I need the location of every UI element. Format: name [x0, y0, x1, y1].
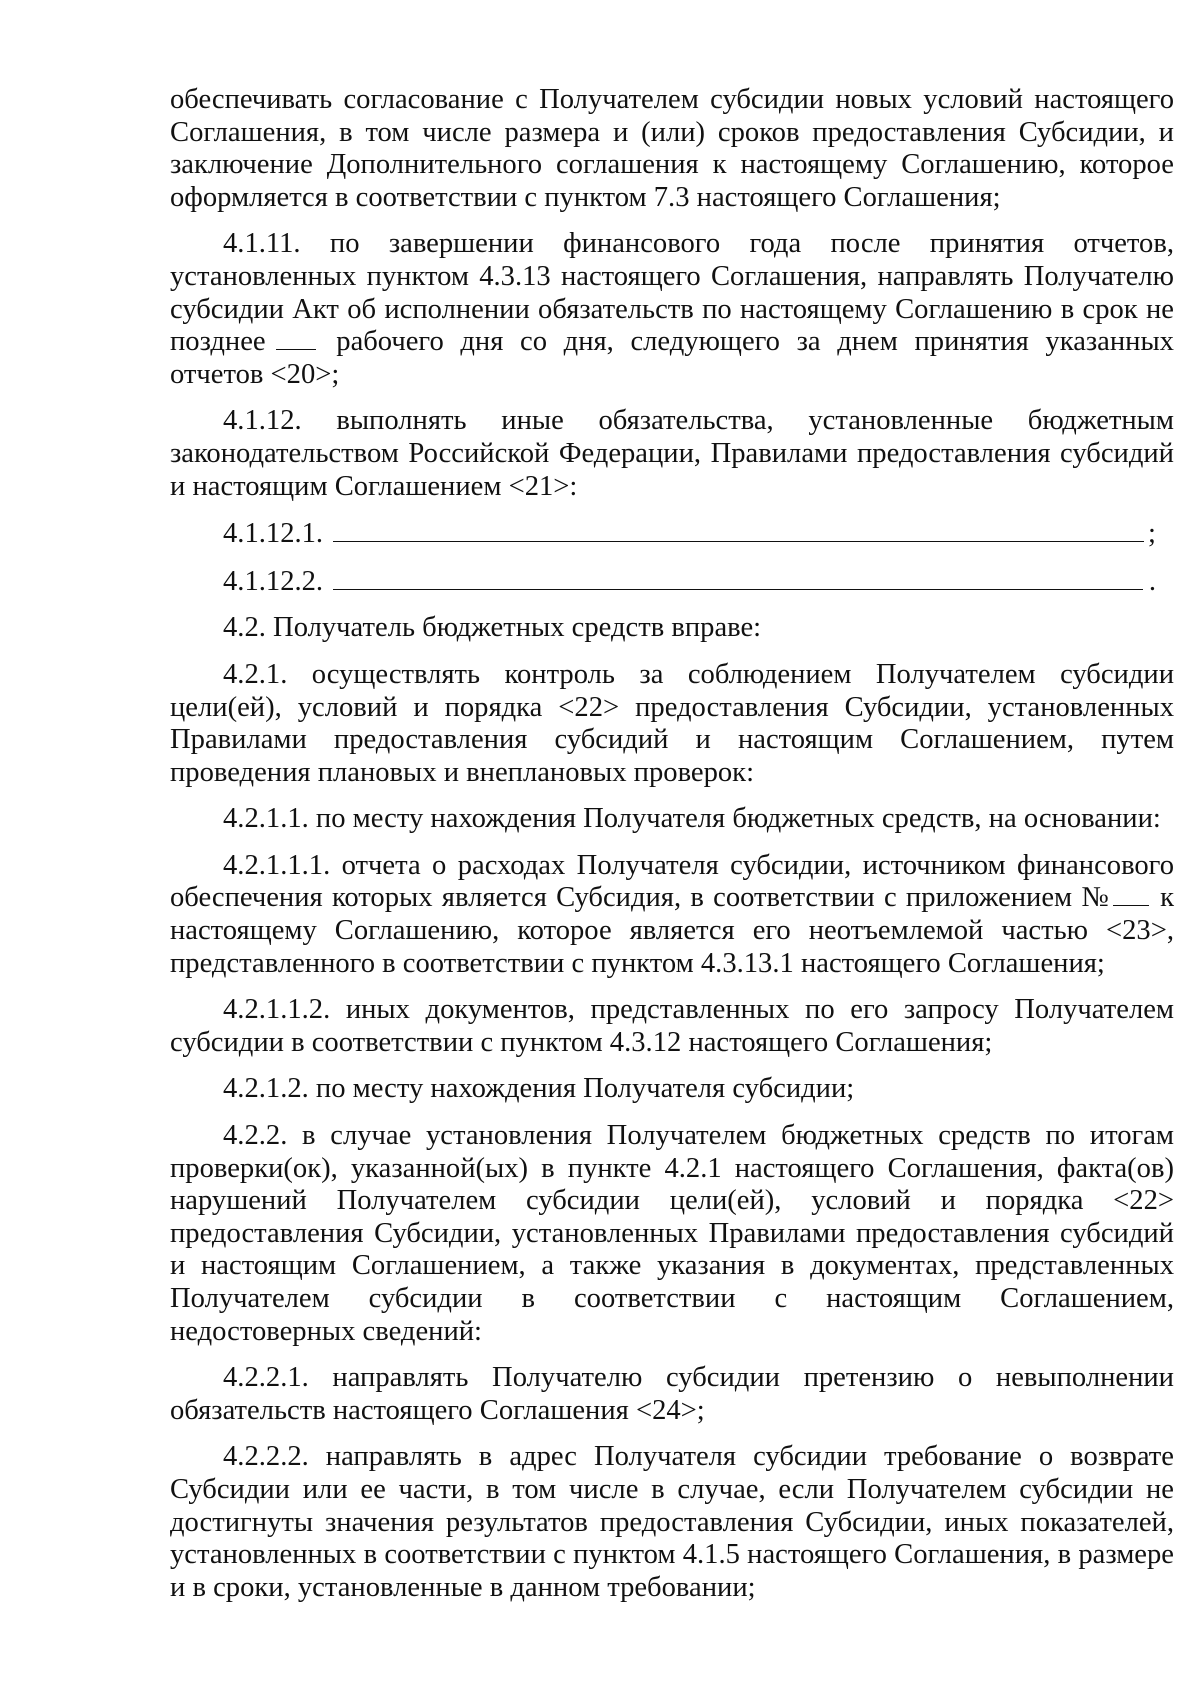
- paragraph-4-2: 4.2. Получатель бюджетных средств вправе:: [223, 612, 762, 644]
- document-page: [170, 84, 1174, 1618]
- paragraph-4-1-11-part-a: 4.1.11. по завершении финансового года после принятия отчетов, установленных пунктом 4.3.13 настоящего Соглашения, направлять Получателю субсидии Акт об исполнении обязательств по настоящему Соглашению в срок не позднее: [170, 228, 1174, 358]
- paragraph-4-1-12: 4.1.12. выполнять иные обязательства, установленные бюджетным законодательством Российской Федерации, Правилами предоставления субсидий и настоящим Соглашением <21>:: [170, 405, 1174, 502]
- paragraph-4-2-1-2: 4.2.1.2. по месту нахождения Получателя субсидии;: [223, 1073, 855, 1105]
- paragraph-4-1-12-2-label: 4.1.12.2.: [223, 565, 324, 597]
- blank-line-4-1-12-2: [333, 565, 1143, 590]
- blank-days-field: [276, 329, 316, 350]
- paragraph-4-1-12-1-end: ;: [1148, 518, 1156, 550]
- paragraph-4-2-2-2: 4.2.2.2. направлять в адрес Получателя субсидии требование о возврате Субсидии или ее части, в том числе в случае, если Получателем субсидии не достигнуты значения результатов предоставления Субсидии, иных показателей, установленных в соответствии с пунктом 4.1.5 настоящего Соглашения, в размере и в сроки, установленные в данном требовании;: [170, 1441, 1174, 1603]
- paragraph-4-2-1: 4.2.1. осуществлять контроль за соблюдением Получателем субсидии цели(ей), условий и порядка <22> предоставления Субсидии, установленных Правилами предоставления субсидий и настоящим Соглашением, путем проведения плановых и внеплановых проверок:: [170, 658, 1174, 788]
- paragraph-4-1-12-1-label: 4.1.12.1.: [223, 518, 324, 550]
- paragraph-4-2-2: 4.2.2. в случае установления Получателем бюджетных средств по итогам проверки(ок), указанной(ых) в пункте 4.2.1 настоящего Соглашения, факта(ов) нарушений Получателем субсидии цели(ей), условий и порядка <22> предоставления Субсидии, установленных Правилами предоставления субсидий и настоящим Соглашением, а также указания в документах, представленных Получателем субсидии в соответствии с настоящим Соглашением, недостоверных сведений:: [170, 1120, 1174, 1347]
- blank-line-4-1-12-1: [333, 517, 1144, 542]
- paragraph-4-2-1-1-1-part-b: к настоящему Соглашению, которое является его неотъемлемой частью <23>, представленного в соответствии с пунктом 4.3.13.1 настоящего Соглашения;: [170, 882, 1174, 979]
- paragraph-4-1-12-2: [170, 565, 1174, 599]
- paragraph-4-1-11: [170, 228, 1174, 391]
- blank-appendix-number: [1113, 885, 1149, 906]
- paragraph-4-2-1-1-1-part-a: 4.2.1.1.1. отчета о расходах Получателя субсидии, источником финансового обеспечения которых является Субсидия, в соответствии с приложением №: [170, 849, 1174, 914]
- paragraph-continuation: обеспечивать согласование с Получателем субсидии новых условий настоящего Соглашения, в том числе размера и (или) сроков предоставления Субсидии, и заключение Дополнительного соглашения к настоящему Соглашению, которое оформляется в соответствии с пунктом 7.3 настоящего Соглашения;: [170, 84, 1174, 213]
- paragraph-4-2-1-1: 4.2.1.1. по месту нахождения Получателя бюджетных средств, на основании:: [223, 803, 1161, 835]
- paragraph-4-1-12-1: [170, 517, 1174, 551]
- paragraph-4-2-1-1-1: [170, 850, 1174, 980]
- paragraph-4-1-11-part-b: рабочего дня со дня, следующего за днем принятия указанных отчетов <20>;: [170, 326, 1174, 390]
- paragraph-4-2-1-1-2: 4.2.1.1.2. иных документов, представленных по его запросу Получателем субсидии в соответствии с пунктом 4.3.12 настоящего Соглашения;: [170, 994, 1174, 1058]
- paragraph-4-2-2-1: 4.2.2.1. направлять Получателю субсидии претензию о невыполнении обязательств настоящего Соглашения <24>;: [170, 1362, 1174, 1426]
- paragraph-4-1-12-2-end: .: [1148, 565, 1156, 597]
